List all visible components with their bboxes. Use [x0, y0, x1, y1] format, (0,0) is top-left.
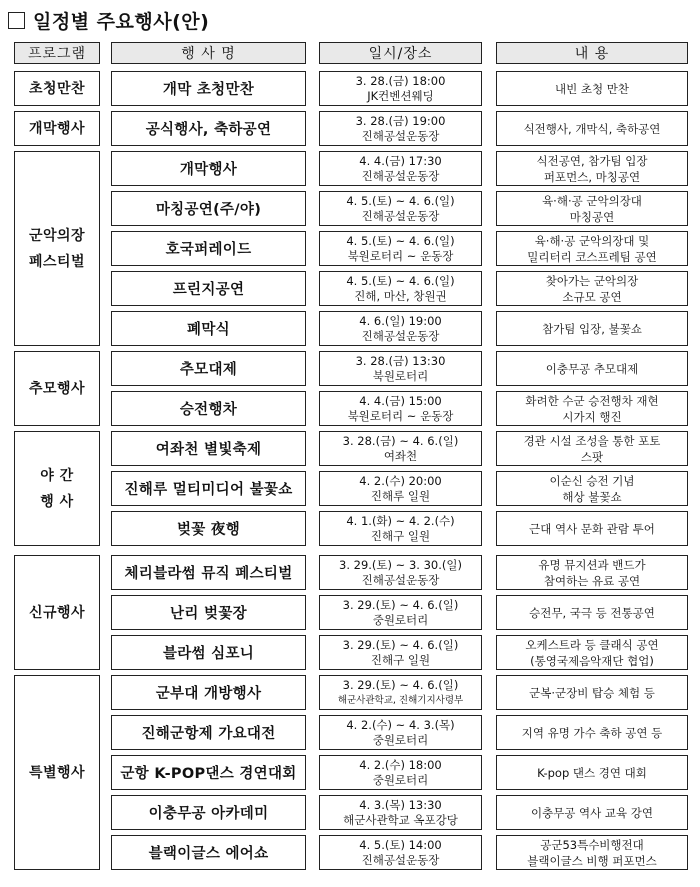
datetime-cell [319, 835, 482, 870]
category-cell: 특별행사 [14, 675, 100, 870]
datetime-cell [319, 391, 482, 426]
content-line: 참가팀 입장, 불꽃쇼 [542, 321, 642, 336]
event-date: 3. 28.(금) ~ 4. 6.(일) [342, 433, 459, 448]
content-line: 찾아가는 군악의장 [545, 273, 639, 288]
event-place: 진해공설운동장 [361, 208, 440, 223]
event-date: 4. 4.(금) 17:30 [359, 153, 442, 168]
content-line: 이충무공 추모대제 [545, 361, 639, 376]
datetime-cell [319, 71, 482, 106]
content-line: 지역 유명 가수 축하 공연 등 [521, 725, 663, 740]
event-place: 진해루 일원 [370, 488, 431, 503]
event-place: 진해공설운동장 [361, 852, 440, 867]
content-cell [496, 471, 688, 506]
header-datetime: 일시/장소 [319, 42, 482, 64]
content-line: 군복·군장비 탑승 체험 등 [529, 685, 655, 700]
content-line: 화려한 수군 승전행차 재현 [525, 393, 659, 408]
event-name-cell: 블라썸 심포니 [111, 635, 306, 670]
datetime-cell [319, 755, 482, 790]
category-cell: 초청만찬 [14, 71, 100, 106]
event-date: 4. 5.(토) ~ 4. 6.(일) [346, 273, 455, 288]
header-event: 행 사 명 [111, 42, 306, 64]
content-cell [496, 635, 688, 670]
datetime-cell [319, 111, 482, 146]
event-name-cell: 호국퍼레이드 [111, 231, 306, 266]
event-name-cell: 여좌천 별빛축제 [111, 431, 306, 466]
content-line: 육·해·공 군악의장대 [542, 193, 642, 208]
content-cell [496, 71, 688, 106]
content-cell [496, 191, 688, 226]
content-line: 이순신 승전 기념 [549, 473, 635, 488]
event-date: 3. 29.(토) ~ 4. 6.(일) [342, 637, 459, 652]
content-cell [496, 675, 688, 710]
category-cell: 추모행사 [14, 351, 100, 426]
content-cell [496, 311, 688, 346]
event-date: 3. 28.(금) 19:00 [355, 113, 446, 128]
content-line: 이충무공 역사 교육 강연 [530, 805, 654, 820]
content-line: 육·해·공 군악의장대 및 [534, 233, 650, 248]
content-cell [496, 111, 688, 146]
content-line: (통영국제음악재단 협업) [530, 653, 654, 668]
datetime-cell [319, 311, 482, 346]
content-cell [496, 755, 688, 790]
content-cell [496, 391, 688, 426]
content-line: 유명 뮤지션과 밴드가 [538, 557, 646, 572]
event-name-cell: 개막 초청만찬 [111, 71, 306, 106]
header-program: 프로그램 [14, 42, 100, 64]
datetime-cell [319, 595, 482, 630]
category-cell: 군악의장 페스티벌 [14, 151, 100, 346]
event-place: JK컨벤션웨딩 [367, 88, 434, 103]
event-name-cell: 공식행사, 축하공연 [111, 111, 306, 146]
event-date: 4. 5.(토) 14:00 [359, 837, 442, 852]
content-cell [496, 151, 688, 186]
content-cell [496, 835, 688, 870]
event-name-cell: 마칭공연(주/야) [111, 191, 306, 226]
datetime-cell [319, 795, 482, 830]
content-line: 경관 시설 조성을 통한 포토 [523, 433, 661, 448]
datetime-cell [319, 191, 482, 226]
datetime-cell [319, 555, 482, 590]
content-line: 스팟 [580, 449, 604, 464]
content-line: 참여하는 유료 공연 [543, 573, 641, 588]
category-cell: 야 간 행 사 [14, 431, 100, 546]
content-line: 블랙이글스 비행 퍼포먼스 [527, 853, 657, 868]
event-name-cell: 개막행사 [111, 151, 306, 186]
event-name-cell: 군부대 개방행사 [111, 675, 306, 710]
datetime-cell [319, 271, 482, 306]
event-name-cell: 승전행차 [111, 391, 306, 426]
category-cell: 신규행사 [14, 555, 100, 670]
content-line: 해상 불꽃쇼 [562, 489, 622, 504]
event-date: 3. 29.(토) ~ 4. 6.(일) [342, 677, 459, 692]
event-name-cell: 블랙이글스 에어쇼 [111, 835, 306, 870]
datetime-cell [319, 351, 482, 386]
event-name-cell: 군항 K-POP댄스 경연대회 [111, 755, 306, 790]
datetime-cell [319, 635, 482, 670]
event-date: 4. 6.(일) 19:00 [359, 313, 442, 328]
event-date: 4. 5.(토) ~ 4. 6.(일) [346, 193, 455, 208]
datetime-cell [319, 231, 482, 266]
content-cell [496, 511, 688, 546]
event-name-cell: 난리 벚꽃장 [111, 595, 306, 630]
event-place: 진해공설운동장 [361, 328, 440, 343]
datetime-cell [319, 431, 482, 466]
header-content: 내 용 [496, 42, 688, 64]
content-cell [496, 555, 688, 590]
event-date: 3. 28.(금) 18:00 [355, 73, 446, 88]
event-place: 중원로터리 [372, 612, 429, 627]
content-line: 마칭공연 [569, 209, 615, 224]
event-place: 북원로터리 ~ 운동장 [347, 248, 454, 263]
event-place: 북원로터리 [372, 368, 429, 383]
event-date: 4. 4.(금) 15:00 [359, 393, 442, 408]
content-line: K-pop 댄스 경연 대회 [537, 765, 647, 780]
datetime-cell [319, 675, 482, 710]
event-place: 진해구 일원 [370, 652, 431, 667]
content-line: 공군53특수비행전대 [540, 837, 644, 852]
content-line: 소규모 공연 [562, 289, 622, 304]
content-line: 오케스트라 등 클래식 공연 [525, 637, 659, 652]
event-place: 해군사관학교, 진해기지사령부 [337, 694, 464, 706]
content-line: 승전무, 국극 등 전통공연 [529, 605, 655, 620]
content-cell [496, 271, 688, 306]
content-line: 밀리터리 코스프레팀 공연 [527, 249, 657, 264]
event-name-cell: 프린지공연 [111, 271, 306, 306]
page-title-text: 일정별 주요행사(안) [33, 10, 210, 33]
datetime-cell [319, 715, 482, 750]
datetime-cell [319, 151, 482, 186]
event-date: 4. 5.(토) ~ 4. 6.(일) [346, 233, 455, 248]
event-name-cell: 벚꽃 夜행 [111, 511, 306, 546]
content-cell [496, 595, 688, 630]
event-place: 중원로터리 [372, 732, 429, 747]
checkbox-square-icon [8, 12, 25, 29]
event-place: 진해공설운동장 [361, 128, 440, 143]
content-cell [496, 795, 688, 830]
content-line: 식전행사, 개막식, 축하공연 [523, 121, 661, 136]
content-cell [496, 431, 688, 466]
content-cell [496, 351, 688, 386]
event-date: 3. 28.(금) 13:30 [355, 353, 446, 368]
event-date: 4. 3.(목) 13:30 [359, 797, 442, 812]
content-line: 퍼포먼스, 마칭공연 [543, 169, 641, 184]
content-line: 내빈 초청 만찬 [555, 81, 629, 96]
content-cell [496, 715, 688, 750]
event-name-cell: 진해루 멀티미디어 불꽃쇼 [111, 471, 306, 506]
event-name-cell: 체리블라썸 뮤직 페스티벌 [111, 555, 306, 590]
event-date: 3. 29.(토) ~ 4. 6.(일) [342, 597, 459, 612]
page-title [8, 6, 209, 34]
category-cell: 개막행사 [14, 111, 100, 146]
content-line: 근대 역사 문화 관람 투어 [529, 521, 655, 536]
event-place: 여좌천 [383, 448, 418, 463]
content-line: 식전공연, 참가팀 입장 [536, 153, 648, 168]
event-date: 4. 2.(수) 18:00 [359, 757, 442, 772]
event-place: 중원로터리 [372, 772, 429, 787]
event-name-cell: 폐막식 [111, 311, 306, 346]
content-line: 시가지 행진 [562, 409, 622, 424]
datetime-cell [319, 471, 482, 506]
event-date: 3. 29.(토) ~ 3. 30.(일) [339, 557, 462, 572]
event-name-cell: 진해군항제 가요대전 [111, 715, 306, 750]
event-place: 진해구 일원 [370, 528, 431, 543]
event-place: 진해공설운동장 [361, 168, 440, 183]
event-date: 4. 1.(화) ~ 4. 2.(수) [346, 513, 455, 528]
event-name-cell: 추모대제 [111, 351, 306, 386]
event-place: 해군사관학교 옥포강당 [343, 812, 458, 827]
content-cell [496, 231, 688, 266]
event-place: 진해공설운동장 [361, 572, 440, 587]
event-date: 4. 2.(수) 20:00 [359, 473, 442, 488]
datetime-cell [319, 511, 482, 546]
event-date: 4. 2.(수) ~ 4. 3.(목) [346, 717, 455, 732]
event-place: 진해, 마산, 창원권 [354, 288, 447, 303]
event-name-cell: 이충무공 아카데미 [111, 795, 306, 830]
event-place: 북원로터리 ~ 운동장 [347, 408, 454, 423]
